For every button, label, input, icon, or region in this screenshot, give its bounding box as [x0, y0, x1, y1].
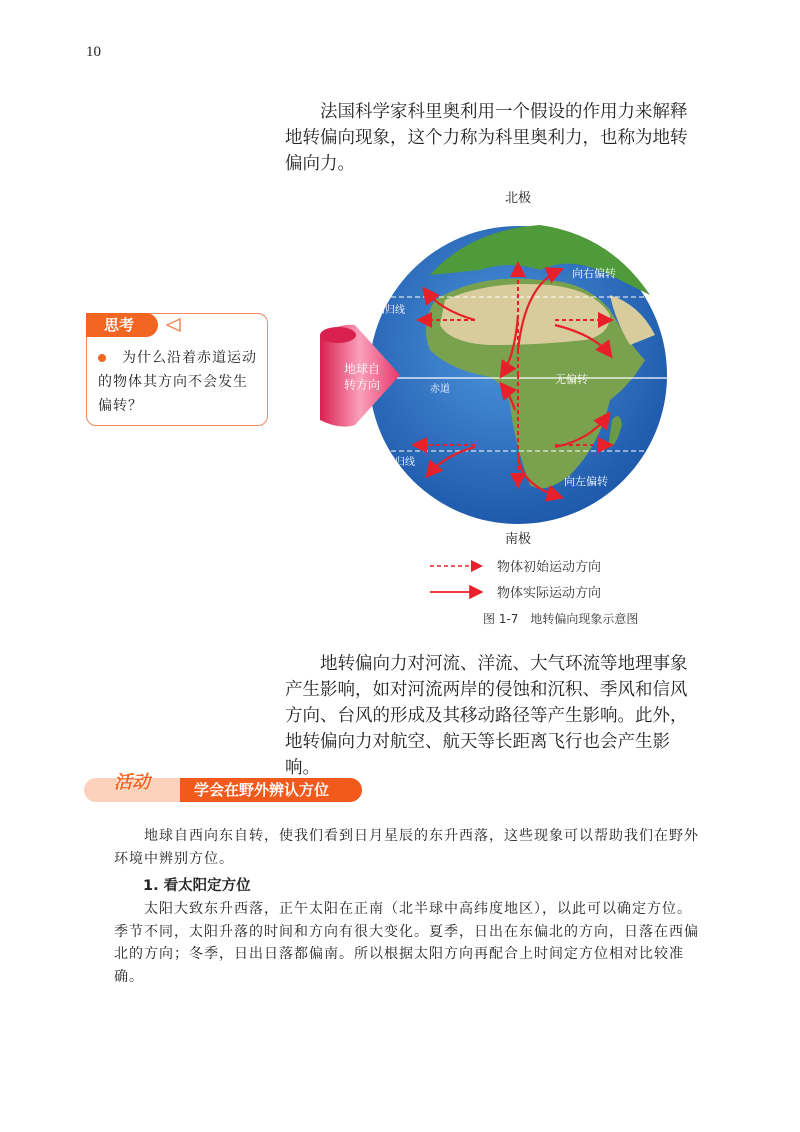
- think-question-text: 为什么沿着赤道运动的物体其方向不会发生偏转？: [98, 350, 257, 414]
- paragraph-coriolis-effects: 地转偏向力对河流、洋流、大气环流等地理事象产生影响，如对河流两岸的侵蚀和沉积、季风和信风方向、台风的形成及其移动路径等产生影响。此外，地转偏向力对航空、航天等长距离飞行也会产生影响。: [285, 654, 688, 778]
- tropic-capricorn-label: 南回归线: [375, 457, 415, 468]
- think-tag: 思考: [86, 313, 158, 337]
- paragraph-coriolis-intro: 法国科学家科里奥利用一个假设的作用力来解释地转偏向现象，这个力称为科里奥利力，也称为地转偏向力。: [285, 102, 688, 174]
- coriolis-diagram: [310, 185, 690, 605]
- deflect-left-label: 向左偏转: [564, 475, 608, 488]
- activity-label: 活动: [114, 772, 150, 793]
- legend-initial: 物体初始运动方向: [497, 560, 602, 575]
- north-pole-label: 北极: [504, 191, 532, 206]
- rotation-label-2: 转方向: [343, 378, 381, 392]
- section-text: 太阳大致东升西落，正午太阳在正南（北半球中高纬度地区），以此可以确定方位。季节不同，太阳升落的时间和方向有很大变化。夏季，日出在东偏北的方向，日落在西偏北的方向；冬季，日出日落都偏南。所以根据太阳方向再配合上时间定方位相对比较准确。: [114, 901, 699, 985]
- page-number: 10: [86, 44, 101, 60]
- rotation-label-1: 地球自: [343, 362, 381, 376]
- deflect-right-label: 向右偏转: [572, 267, 616, 280]
- activity-intro: 地球自西向东自转，使我们看到日月星辰的东升西落，这些现象可以帮助我们在野外环境中辨别方位。: [114, 828, 699, 867]
- legend-actual: 物体实际运动方向: [497, 586, 602, 601]
- no-deflect-label: 无偏转: [555, 373, 588, 386]
- tropic-cancer-label: 北回归线: [365, 305, 405, 316]
- think-question: [98, 346, 258, 418]
- pointer-arrow-icon: [166, 318, 182, 332]
- figure-caption: 图 1-7 地转偏向现象示意图: [483, 612, 639, 626]
- rotation-band-top: [320, 327, 356, 343]
- bullet-icon: [98, 354, 106, 362]
- activity-title: 学会在野外辨认方位: [180, 778, 362, 802]
- south-pole-label: 南极: [504, 532, 532, 547]
- equator-label: 赤道: [430, 384, 450, 395]
- section-heading: 1. 看太阳定方位: [143, 878, 251, 894]
